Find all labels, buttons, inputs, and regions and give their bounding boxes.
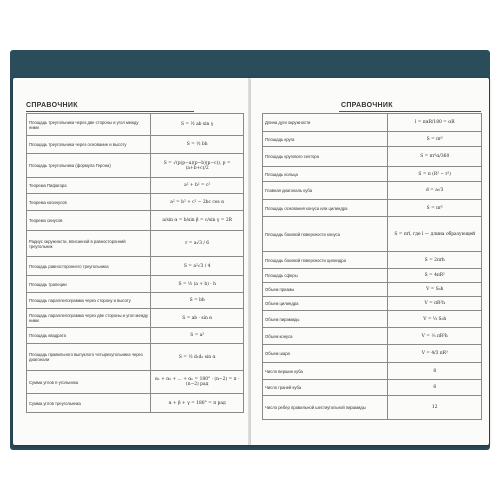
formula-name: Площадь трапеции: [27, 276, 151, 293]
formula-name: Объем шара: [263, 345, 388, 363]
formula-expression: S = πr²: [388, 200, 482, 217]
table-row: [27, 114, 244, 136]
formula-expression: V = 4/3 πR³: [388, 345, 482, 363]
right-heading-rule: [339, 111, 481, 112]
table-row: [263, 345, 482, 363]
formula-expression: S = π (R² − r²): [388, 167, 482, 182]
formula-name: Площадь параллелограмма через сторону и высоту: [27, 293, 151, 309]
formula-name: Площадь боковой поверхности цилиндра: [263, 252, 388, 269]
formula-expression: a² = b² + c² − 2bc cos α: [151, 194, 244, 211]
formula-name: Площадь параллелограмма через две стороны и угол между ними: [27, 309, 151, 328]
formula-name: Площадь основания конуса или цилиндра: [263, 200, 388, 217]
right-page-heading: СПРАВОЧНИК: [341, 102, 393, 109]
formula-expression: a/sin α = b/sin β = c/sin γ = 2R: [151, 211, 244, 231]
formula-name: Площадь треугольника (формула Герона): [27, 154, 151, 178]
formula-expression: 8: [388, 363, 482, 380]
table-row: [263, 167, 482, 182]
formula-expression: α + β + γ = 180° = π рад: [151, 394, 244, 413]
formula-name: Объем пирамиды: [263, 311, 388, 328]
formula-expression: S = ½ bh: [151, 136, 244, 154]
formula-expression: V = ⅓ πR²h: [388, 328, 482, 345]
formula-name: Теорема синусов: [27, 211, 151, 231]
formula-name: Площадь круга: [263, 132, 388, 147]
formula-name: Число вершин куба: [263, 363, 388, 380]
table-row: [263, 252, 482, 269]
left-heading-rule: [26, 111, 194, 112]
table-row: [27, 257, 244, 276]
table-row: [27, 194, 244, 211]
table-row: [27, 293, 244, 309]
formula-name: Площадь сферы: [263, 269, 388, 283]
formula-name: Объем конуса: [263, 328, 388, 345]
formula-name: Площадь квадрата: [27, 328, 151, 344]
table-row: [27, 231, 244, 257]
left-reference-table: [26, 113, 244, 413]
formula-expression: S = ½ d₁d₂ sin α: [151, 344, 244, 371]
table-row: [27, 276, 244, 293]
table-row: [263, 396, 482, 420]
formula-expression: S = πrl, где l — длина образующей: [388, 217, 482, 252]
table-row: [263, 147, 482, 167]
formula-expression: S = πr²: [388, 132, 482, 147]
formula-name: Число граней куба: [263, 380, 388, 396]
left-page: [13, 78, 251, 445]
formula-name: Площадь треугольника через основание и высоту: [27, 136, 151, 154]
formula-expression: S = 2πrh: [388, 252, 482, 269]
formula-expression: r = a√3 / 6: [151, 231, 244, 257]
table-row: [263, 182, 482, 200]
table-row: [263, 297, 482, 311]
formula-name: Площадь кругового сектора: [263, 147, 388, 167]
table-row: [27, 371, 244, 394]
formula-expression: l = παR/180 = αR: [388, 114, 482, 132]
formula-name: Радиус окружности, вписанной в равносторонний треугольник: [27, 231, 151, 257]
formula-expression: S = πr²α/360: [388, 147, 482, 167]
table-row: [263, 200, 482, 217]
table-row: [27, 309, 244, 328]
table-row: [27, 394, 244, 413]
table-row: [27, 211, 244, 231]
formula-expression: S = ½ (a + b) · h: [151, 276, 244, 293]
formula-expression: S = ½ ab sin γ: [151, 114, 244, 136]
formula-name: Теорема косинусов: [27, 194, 151, 211]
table-row: [27, 178, 244, 194]
formula-expression: d = a√3: [388, 182, 482, 200]
formula-expression: S = a²√3 / 4: [151, 257, 244, 276]
formula-name: Объем цилиндра: [263, 297, 388, 311]
formula-expression: 6: [388, 380, 482, 396]
right-reference-table: [262, 113, 482, 420]
formula-name: Площадь треугольника через две стороны и угол между ними: [27, 114, 151, 136]
table-row: [263, 114, 482, 132]
right-page: [251, 78, 489, 445]
table-row: [263, 269, 482, 283]
formula-name: Главная диагональ куба: [263, 182, 388, 200]
table-row: [263, 380, 482, 396]
table-row: [263, 363, 482, 380]
table-row: [263, 283, 482, 297]
table-row: [263, 328, 482, 345]
formula-name: Длина дуги окружности: [263, 114, 388, 132]
formula-name: Объем призмы: [263, 283, 388, 297]
formula-name: Теорема Пифагора: [27, 178, 151, 194]
table-row: [27, 154, 244, 178]
formula-name: Площадь кольца: [263, 167, 388, 182]
formula-expression: S = bh: [151, 293, 244, 309]
formula-expression: V = ⅓ S₀h: [388, 311, 482, 328]
table-row: [27, 328, 244, 344]
formula-expression: S = ab · sin α: [151, 309, 244, 328]
formula-name: Сумма углов треугольника: [27, 394, 151, 413]
formula-expression: α₁ + α₂ + … + αₙ = 180° · (n−2) = π · (n−2) рад: [151, 371, 244, 394]
formula-expression: 12: [388, 396, 482, 420]
table-row: [263, 132, 482, 147]
formula-expression: V = S₀h: [388, 283, 482, 297]
left-page-heading: СПРАВОЧНИК: [26, 102, 78, 109]
formula-expression: V = πR²h: [388, 297, 482, 311]
formula-name: Площадь правильного выпуклого четырехугольника через диагонали: [27, 344, 151, 371]
formula-expression: S = √(p(p−a)(p−b)(p−c)), p = (a+b+c)/2: [151, 154, 244, 178]
formula-expression: S = 4πR²: [388, 269, 482, 283]
table-row: [27, 136, 244, 154]
table-row: [263, 217, 482, 252]
formula-name: Площадь равностороннего треугольника: [27, 257, 151, 276]
formula-expression: S = a²: [151, 328, 244, 344]
formula-name: Площадь боковой поверхности конуса: [263, 217, 388, 252]
formula-expression: a² + b² = c²: [151, 178, 244, 194]
table-row: [263, 311, 482, 328]
table-row: [27, 344, 244, 371]
formula-name: Сумма углов n-угольника: [27, 371, 151, 394]
formula-name: Число ребер правильной шестиугольной пирамиды: [263, 396, 388, 420]
